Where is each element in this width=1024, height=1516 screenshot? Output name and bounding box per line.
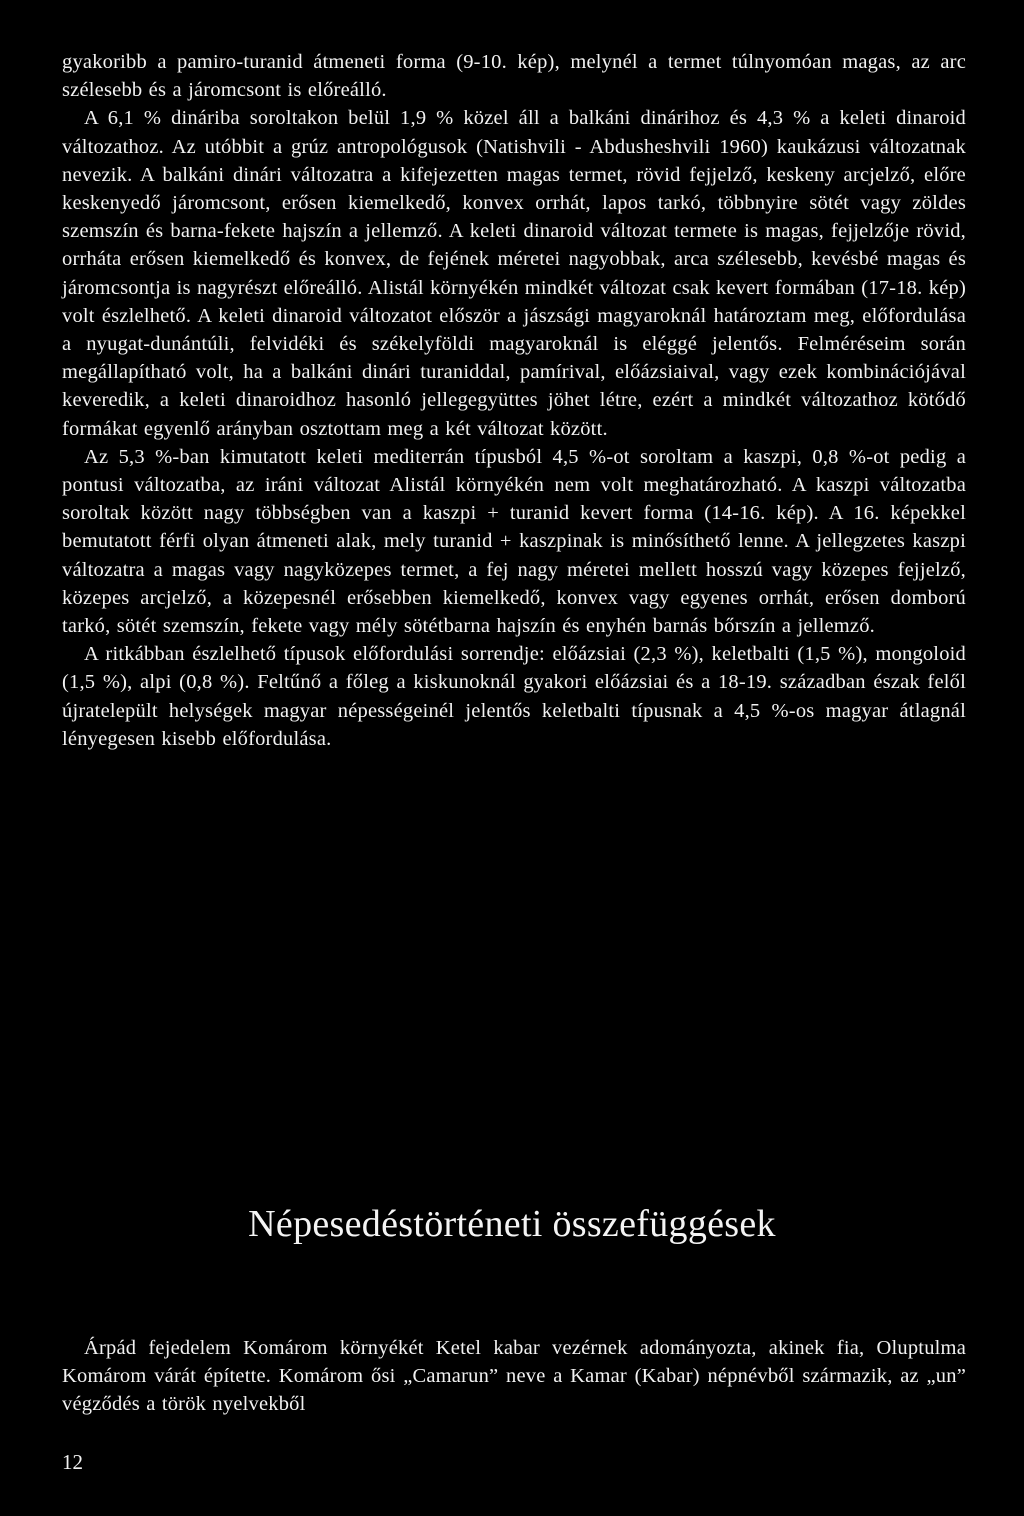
- paragraph-3: Az 5,3 %-ban kimutatott keleti mediterrán típusból 4,5 %-ot soroltam a kaszpi, 0,8 %-ot pedig a pontusi változatba, az iráni változat Alistál környékén nem volt meghatározható. A kaszpi változatba soroltak között nagy többségben van a kaszpi + turanid kevert forma (14-16. kép). A 16. képekkel bemutatott férfi olyan átmeneti alak, mely turanid + kaszpinak is minősíthető lenne. A jellegzetes kaszpi változatra a magas vagy nagyközepes termet, a fej nagy méretei mellett hosszú vagy közepes fejjelző, közepes arcjelző, a közepesnél erősebben kiemelkedő, konvex vagy egyenes orrhát, erősen domború tarkó, sötét szemszín, fekete vagy mély sötétbarna hajszín és enyhén barnás bőrszín a jellemző.: [62, 445, 966, 638]
- section-body: [62, 1334, 966, 1419]
- section-heading: Népesedéstörténeti összefüggések: [248, 1203, 776, 1245]
- body-text: [62, 48, 966, 753]
- paragraph-5: Árpád fejedelem Komárom környékét Ketel kabar vezérnek adományozta, akinek fia, Oluptulma Komárom várát építette. Komárom ősi „Camarun” neve a Kamar (Kabar) népnévből származik, az „un” végződés a török nyelvekből: [62, 1337, 966, 1416]
- paragraph-4: A ritkábban észlelhető típusok előfordulási sorrendje: előázsiai (2,3 %), keletbalti (1,5 %), mongoloid (1,5 %), alpi (0,8 %). Feltűnő a főleg a kiskunoknál gyakori előázsiai és a 18-19. században észak felől újratelepült helységek magyar népességeinél jelentős keletbalti típusnak a 4,5 %-os magyar átlagnál lényegesen kisebb előfordulása.: [62, 643, 966, 750]
- paragraph-2: A 6,1 % dináriba soroltakon belül 1,9 % közel áll a balkáni dinárihoz és 4,3 % a keleti dinaroid változathoz. Az utóbbit a grúz antropológusok (Natishvili - Abdusheshvili 1960) kaukázusi változatnak nevezik. A balkáni dinári változatra a kifejezetten magas termet, rövid fejjelző, keskeny arcjelző, előre keskenyedő járomcsont, erősen kiemelkedő, konvex orrhát, lapos tarkó, többnyire sötét vagy zöldes szemszín és barna-fekete hajszín a jellemző. A keleti dinaroid változat termete is magas, fejjelzője rövid, orrháta erősen kiemelkedő és konvex, de fejének méretei nagyobbak, arca szélesebb, kevésbé magas és járomcsontja is nagyrészt előreálló. Alistál környékén mindkét változat csak kevert formában (17-18. kép) volt észlelhető. A keleti dinaroid változatot először a jászsági magyaroknál határoztam meg, előfordulása a nyugat-dunántúli, felvidéki és székelyföldi magyaroknál is eléggé jelentős. Felméréseim során megállapítható volt, ha a balkáni dinári turaniddal, pamírival, előázsiaival, vagy ezek kombinációjával keveredik, a keleti dinaroidhoz hasonló jellegegyüttes jöhet létre, ezért a mindkét változathoz kötődő formákat egyenlő arányban osztottam meg a két változat között.: [62, 107, 966, 440]
- paragraph-1: gyakoribb a pamiro-turanid átmeneti forma (9-10. kép), melynél a termet túlnyomóan magas, az arc szélesebb és a járomcsont is előreálló.: [62, 51, 966, 102]
- page-number: 12: [62, 1450, 83, 1474]
